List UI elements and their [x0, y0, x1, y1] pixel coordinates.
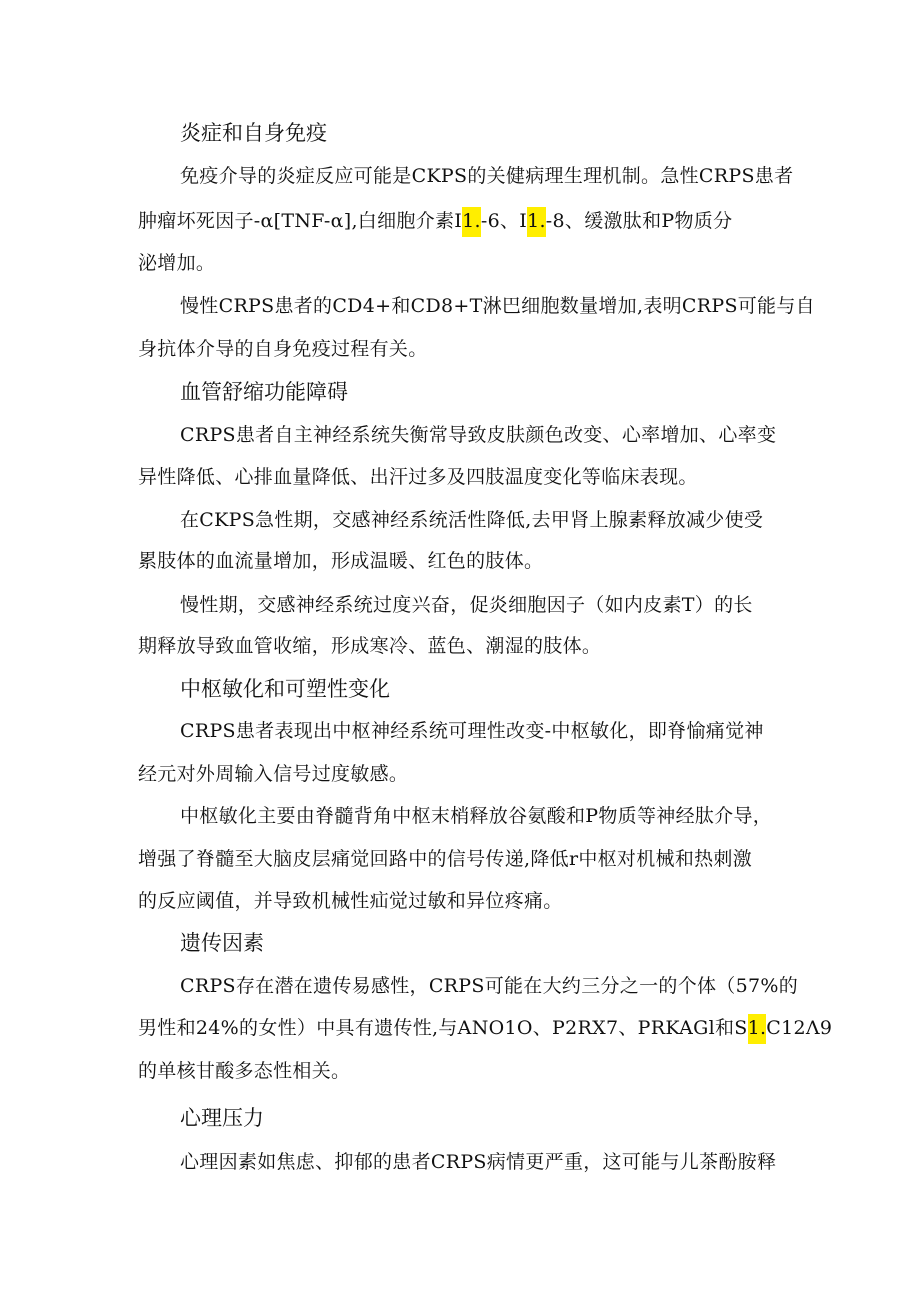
section-heading: 炎症和自身免疫: [180, 121, 327, 145]
text-line: CRPS存在潜在遗传易感性，CRPS可能在大约三分之一的个体（57%的: [180, 975, 799, 997]
section-heading: 心理压力: [180, 1106, 264, 1130]
text-line: 免疫介导的炎症反应可能是CKPS的关健病理生理机制。急性CRPS患者: [180, 165, 794, 187]
text-line: 身抗体介导的自身免疫过程有关。: [138, 338, 428, 360]
text-line: 异性降低、心排血量降低、出汗过多及四肢温度变化等临床表现。: [138, 466, 698, 488]
text-line: 在CKPS急性期，交感神经系统活性降低,去甲肾上腺素释放减少使受: [180, 509, 764, 531]
section-heading: 血管舒缩功能障碍: [180, 380, 348, 404]
text-line: CRPS患者自主神经系统失衡常导致皮肤颜色改变、心率增加、心率变: [180, 424, 777, 446]
section-heading: 中枢敏化和可塑性变化: [180, 677, 390, 701]
text-line: 慢性期，交感神经系统过度兴奋，促炎细胞因子（如内皮素T）的长: [180, 594, 753, 616]
highlight-mark: 1.: [462, 207, 481, 237]
highlight-mark: 1.: [748, 1014, 767, 1044]
text-line-with-highlights: 男性和24%的女性）中具有遗传性,与ANO1O、P2RX7、PRKAGl和S1.C12Λ9: [138, 1014, 832, 1042]
text-line: 期释放导致血管收缩，形成寒冷、蓝色、潮湿的肢体。: [138, 635, 602, 657]
text-line: 累肢体的血流量增加，形成温暖、红色的肢体。: [138, 550, 544, 572]
text-line: 慢性CRPS患者的CD4+和CD8+T淋巴细胞数量增加,表明CRPS可能与自: [180, 295, 815, 317]
text-line: 心理因素如焦虑、抑郁的患者CRPS病情更严重，这可能与儿茶酚胺释: [180, 1151, 777, 1173]
text-line: 经元对外周输入信号过度敏感。: [138, 763, 409, 785]
text-line: 泌增加。: [138, 252, 216, 274]
text-line-with-highlights: 肿瘤坏死因子-α[TNF-α],白细胞介素I1.-6、I1.-8、缓激肽和P物质分: [138, 207, 732, 235]
text-line: CRPS患者表现出中枢神经系统可理性改变-中枢敏化，即脊愉痛觉神: [180, 720, 764, 742]
highlight-mark: 1.: [527, 207, 546, 237]
text-line: 的单核甘酸多态性相关。: [138, 1060, 351, 1082]
text-line: 增强了脊髓至大脑皮层痛觉回路中的信号传递,降低r中枢对机械和热刺激: [138, 848, 753, 870]
text-line: 的反应阈值，并导致机械性疝觉过敏和异位疼痛。: [138, 890, 563, 912]
section-heading: 遗传因素: [180, 931, 264, 955]
text-line: 中枢敏化主要由脊髓背角中枢末梢释放谷氨酸和P物质等神经肽介导，: [180, 805, 773, 827]
